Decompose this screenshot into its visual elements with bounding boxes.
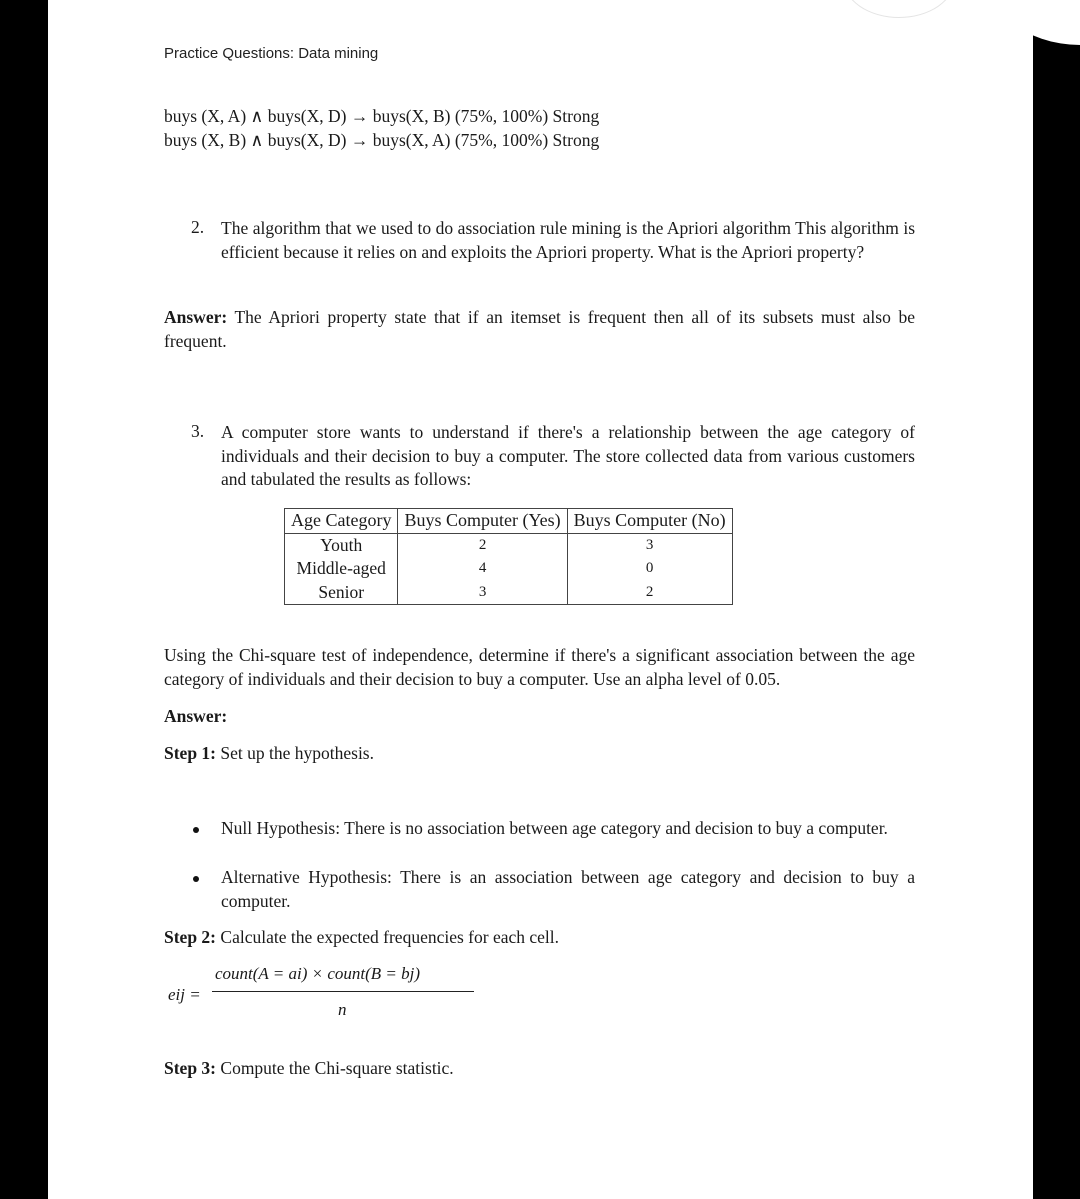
association-rule-1: buys (X, A) ∧ buys(X, D) → buys(X, B) (75%, 100%) Strong: [164, 106, 600, 126]
chi-square-task: Using the Chi-square test of independence, determine if there's a significant association between the age category of individuals and their decision to buy a computer. Use an alpha level of 0.05.: [164, 645, 915, 689]
age-purchase-table: [284, 508, 733, 605]
question-2-text: The algorithm that we used to do association rule mining is the Apriori algorithm This algorithm is efficient because it relies on and exploits the Apriori property. What is the Apriori property?: [221, 218, 915, 262]
table-row: [285, 557, 733, 581]
step-label: Step 2:: [164, 927, 217, 947]
step-text: Set up the hypothesis.: [216, 743, 374, 763]
bullet-icon: [193, 827, 199, 833]
table-cell: 2: [398, 533, 567, 557]
step-3: [164, 1057, 454, 1081]
formula-lhs: eij =: [168, 985, 201, 1004]
step-text: Compute the Chi-square statistic.: [216, 1058, 454, 1078]
table-cell: 0: [567, 557, 732, 581]
table-cell: Youth: [285, 533, 398, 557]
table-cell: Middle-aged: [285, 557, 398, 581]
table-header: Buys Computer (No): [567, 509, 732, 534]
question-3-text: A computer store wants to understand if there's a relationship between the age category of individuals and their decision to buy a computer. The store collected data from various customers and tabulated the results as follows:: [221, 422, 915, 489]
table-header: Buys Computer (Yes): [398, 509, 567, 534]
answer-heading: [164, 705, 227, 729]
answer-label: Answer:: [164, 307, 228, 327]
step-label: Step 1:: [164, 743, 217, 763]
question-number: 2.: [191, 217, 205, 237]
formula-denominator: n: [338, 1000, 347, 1019]
answer-text: The Apriori property state that if an itemset is frequent then all of its subsets must also be frequent.: [164, 307, 915, 351]
fraction-bar: [212, 991, 474, 992]
step-label: Step 3:: [164, 1058, 217, 1078]
table-cell: 4: [398, 557, 567, 581]
table-row: [285, 533, 733, 557]
association-rule-2: buys (X, B) ∧ buys(X, D) → buys(X, A) (75%, 100%) Strong: [164, 130, 600, 150]
alternative-hypothesis: Alternative Hypothesis: There is an association between age category and decision to buy a computer.: [221, 867, 915, 911]
bullet-icon: [193, 876, 199, 882]
step-text: Calculate the expected frequencies for each cell.: [216, 927, 560, 947]
page-header: Practice Questions: Data mining: [164, 45, 379, 62]
question-number: 3.: [191, 421, 205, 441]
null-hypothesis: Null Hypothesis: There is no association between age category and decision to buy a computer.: [221, 818, 888, 838]
step-1: [164, 742, 374, 766]
table-cell: 3: [398, 581, 567, 605]
step-2: [164, 926, 559, 950]
table-cell: 2: [567, 581, 732, 605]
table-cell: Senior: [285, 581, 398, 605]
table-header-row: [285, 509, 733, 534]
table-cell: 3: [567, 533, 732, 557]
answer-label: Answer:: [164, 706, 228, 726]
table-header: Age Category: [285, 509, 398, 534]
table-row: [285, 581, 733, 605]
formula-numerator: count(A = ai) × count(B = bj): [215, 964, 421, 983]
question-2-answer: [164, 306, 915, 353]
